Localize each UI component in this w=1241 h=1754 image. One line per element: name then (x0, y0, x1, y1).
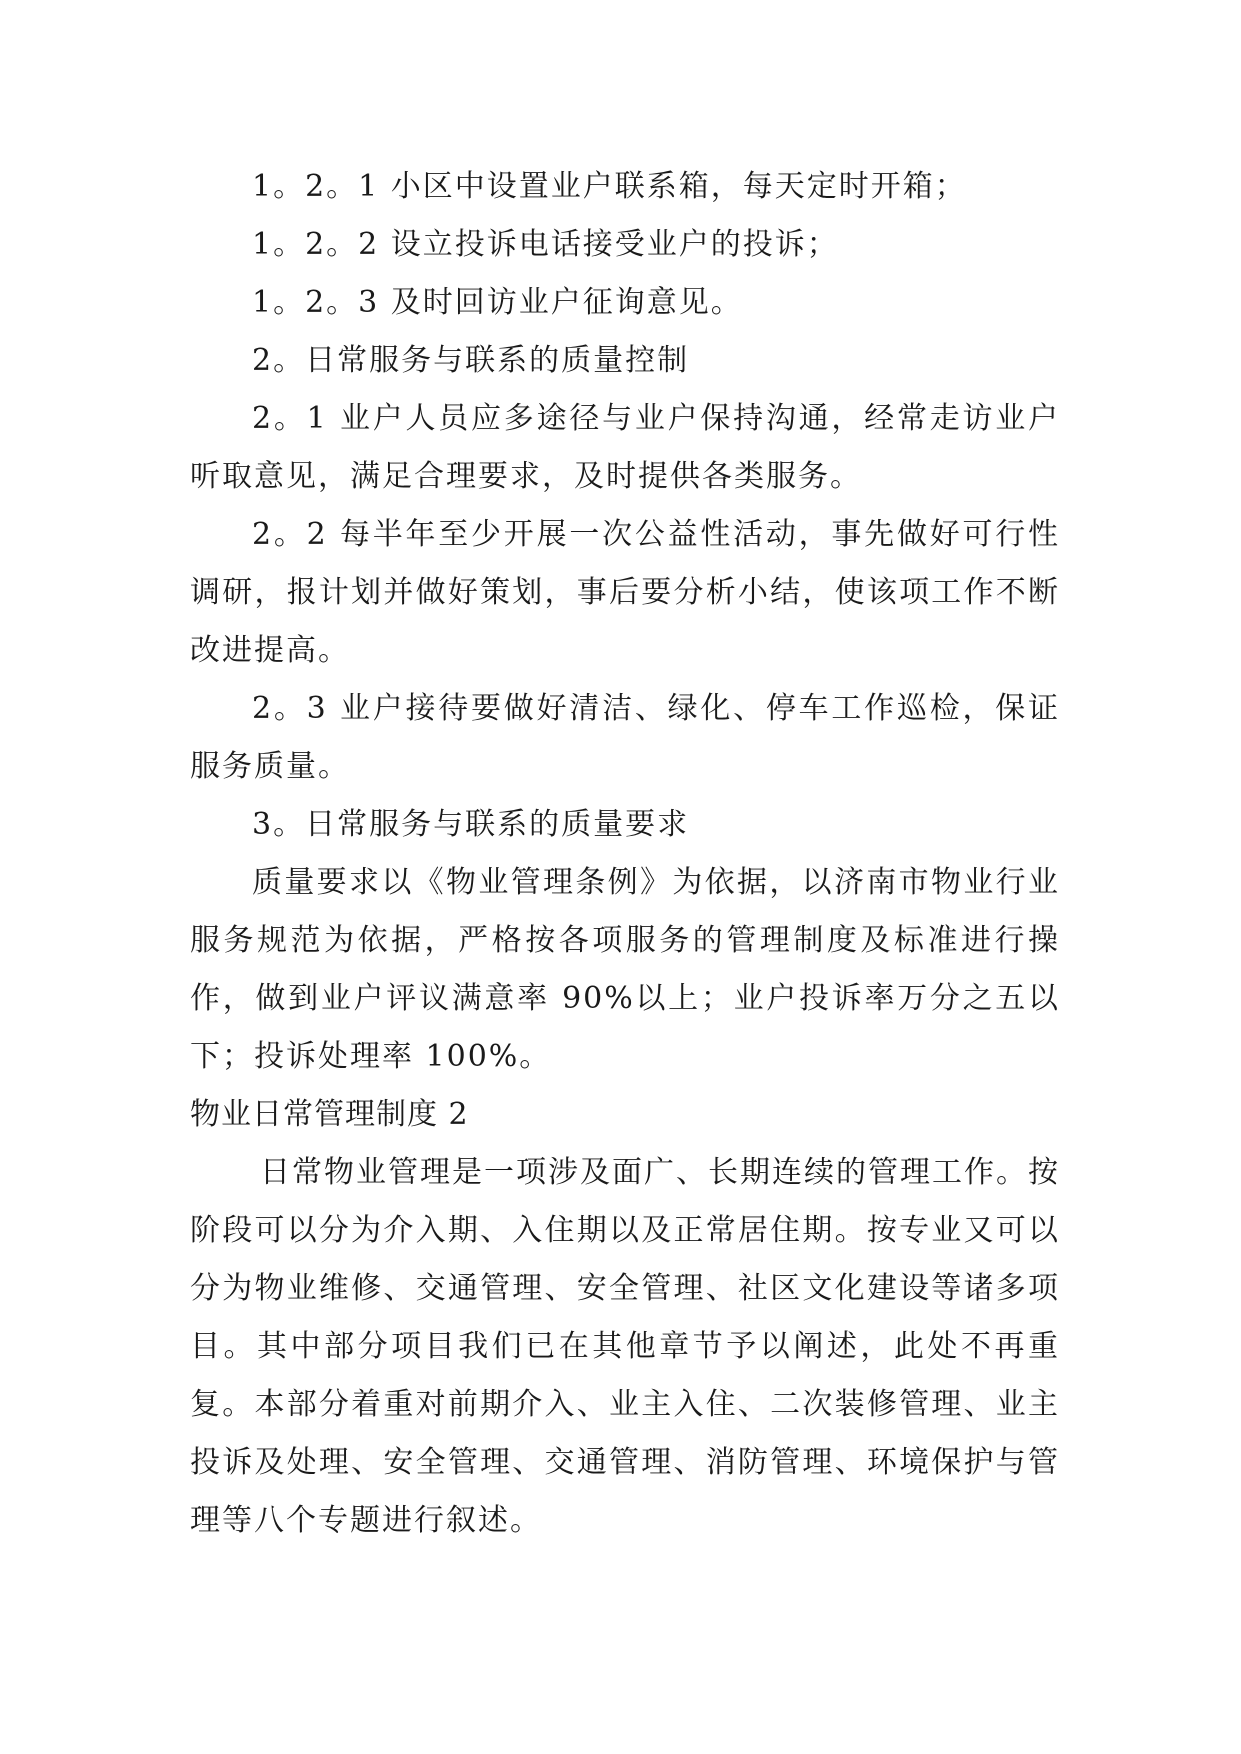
section-title: 物业日常管理制度 2 (190, 1097, 469, 1132)
paragraph-1-2-2: 1。2。2 设立投诉电话接受业户的投诉； (252, 227, 839, 262)
paragraph-1-2-1: 1。2。1 小区中设置业户联系箱，每天定时开箱； (252, 169, 967, 204)
paragraph-2-1: 2。1 业户人员应多途径与业户保持沟通，经常走访业户听取意见，满足合理要求，及时提供各类服务。 (190, 401, 1060, 494)
paragraph-2-2: 2。2 每半年至少开展一次公益性活动，事先做好可行性调研，报计划并做好策划，事后要分析小结，使该项工作不断改进提高。 (190, 517, 1060, 668)
paragraph-quality-requirements: 质量要求以《物业管理条例》为依据，以济南市物业行业服务规范为依据，严格按各项服务的管理制度及标准进行操作，做到业户评议满意率 90%以上；业户投诉率万分之五以下；投诉处理率 100%。 (190, 865, 1060, 1074)
paragraph-1-2-3: 1。2。3 及时回访业户征询意见。 (252, 285, 743, 320)
heading-3: 3。日常服务与联系的质量要求 (252, 807, 690, 842)
heading-2: 2。日常服务与联系的质量控制 (252, 343, 690, 378)
document-body (190, 158, 1060, 1550)
section-body: 日常物业管理是一项涉及面广、长期连续的管理工作。按阶段可以分为介入期、入住期以及正常居住期。按专业又可以分为物业维修、交通管理、安全管理、社区文化建设等诸多项目。其中部分项目我们已在其他章节予以阐述，此处不再重复。本部分着重对前期介入、业主入住、二次装修管理、业主投诉及处理、安全管理、交通管理、消防管理、环境保护与管理等八个专题进行叙述。 (190, 1155, 1060, 1538)
paragraph-2-3: 2。3 业户接待要做好清洁、绿化、停车工作巡检，保证服务质量。 (190, 691, 1060, 784)
